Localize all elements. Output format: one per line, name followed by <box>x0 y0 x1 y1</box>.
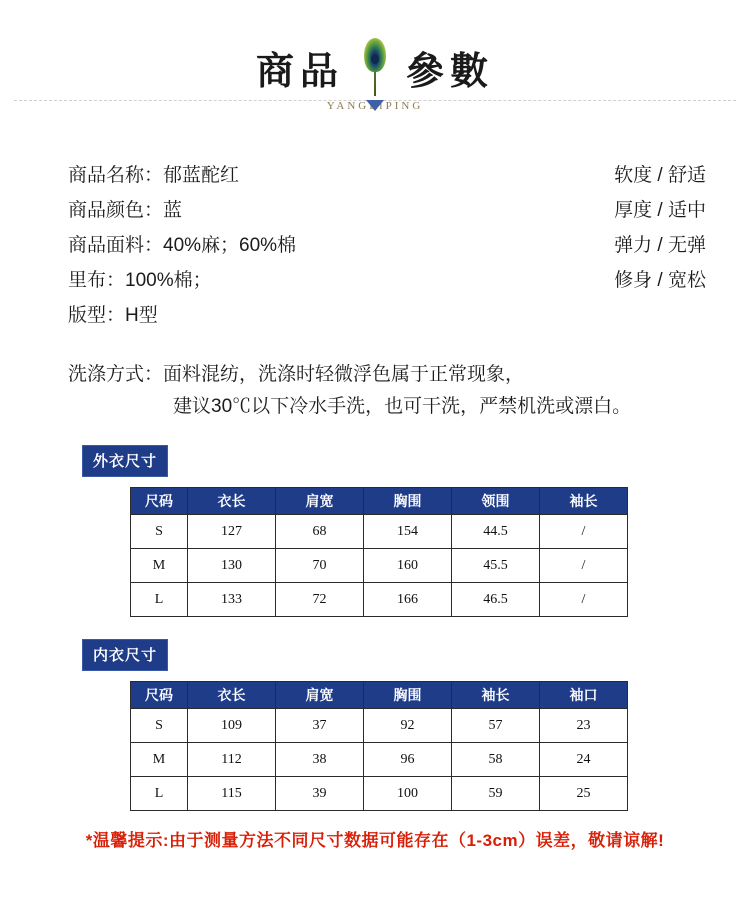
col-header-sleeve: 袖长 <box>452 682 540 709</box>
table-row <box>131 549 628 583</box>
peacock-feather-icon <box>358 38 392 96</box>
cell-size: S <box>131 515 188 549</box>
table-row <box>131 709 628 743</box>
cell-shoulder: 37 <box>276 709 364 743</box>
inner-size-tag: 内衣尺寸 <box>82 639 168 671</box>
col-header-bust: 胸围 <box>364 682 452 709</box>
page-header <box>0 0 750 120</box>
cell-bust: 154 <box>364 515 452 549</box>
cell-size: S <box>131 709 188 743</box>
spec-attr-elasticity: 弹力 / 无弹 <box>614 235 706 256</box>
spec-attr-fit: 修身 / 宽松 <box>614 270 706 291</box>
wash-line-2: 建议30℃以下冷水手洗，也可干洗，严禁机洗或漂白。 <box>173 396 632 417</box>
cell-shoulder: 39 <box>276 777 364 811</box>
col-header-length: 衣长 <box>188 488 276 515</box>
spec-item-color: 商品颜色：蓝 <box>68 200 183 221</box>
cell-cuff: 25 <box>540 777 628 811</box>
cell-shoulder: 70 <box>276 549 364 583</box>
page-title-right: 參數 <box>406 50 495 93</box>
table-row <box>131 515 628 549</box>
cell-bust: 100 <box>364 777 452 811</box>
cell-shoulder: 72 <box>276 583 364 617</box>
caret-down-icon <box>366 100 384 111</box>
wash-instructions <box>0 359 750 423</box>
cell-cuff: 24 <box>540 743 628 777</box>
header-title-row <box>0 0 750 96</box>
cell-length: 130 <box>188 549 276 583</box>
cell-length: 112 <box>188 743 276 777</box>
cell-size: L <box>131 583 188 617</box>
cell-bust: 96 <box>364 743 452 777</box>
spec-item-pattern: 版型：H型 <box>68 305 158 326</box>
cell-sleeve: / <box>540 583 628 617</box>
inner-size-table <box>130 681 628 811</box>
cell-length: 133 <box>188 583 276 617</box>
cell-collar: 44.5 <box>452 515 540 549</box>
cell-bust: 166 <box>364 583 452 617</box>
col-header-sleeve: 袖长 <box>540 488 628 515</box>
spec-item-lining: 里布：100%棉； <box>68 270 212 291</box>
col-header-size: 尺码 <box>131 488 188 515</box>
spec-item-fabric: 商品面料：40%麻；60%棉 <box>68 235 297 256</box>
col-header-shoulder: 肩宽 <box>276 488 364 515</box>
spec-section <box>0 158 750 333</box>
cell-cuff: 23 <box>540 709 628 743</box>
brand-name: YANGLIPING <box>326 100 424 112</box>
table-row <box>131 583 628 617</box>
spec-item-name: 商品名称：郁蓝酡红 <box>68 165 240 186</box>
cell-length: 115 <box>188 777 276 811</box>
spec-right-list <box>614 158 706 298</box>
cell-length: 127 <box>188 515 276 549</box>
table-header-row <box>131 488 628 515</box>
inner-size-section <box>0 639 750 811</box>
col-header-size: 尺码 <box>131 682 188 709</box>
cell-shoulder: 68 <box>276 515 364 549</box>
measurement-disclaimer: *温馨提示:由于测量方法不同尺寸数据可能存在（1-3cm）误差，敬请谅解! <box>85 831 665 850</box>
col-header-length: 衣长 <box>188 682 276 709</box>
cell-sleeve: / <box>540 515 628 549</box>
outer-size-table <box>130 487 628 617</box>
cell-bust: 160 <box>364 549 452 583</box>
table-row <box>131 777 628 811</box>
cell-collar: 45.5 <box>452 549 540 583</box>
outer-size-tag: 外衣尺寸 <box>82 445 168 477</box>
cell-sleeve: 59 <box>452 777 540 811</box>
cell-size: L <box>131 777 188 811</box>
table-row <box>131 743 628 777</box>
cell-collar: 46.5 <box>452 583 540 617</box>
cell-sleeve: 58 <box>452 743 540 777</box>
wash-line-1: 洗涤方式：面料混纺，洗涤时轻微浮色属于正常现象， <box>68 364 525 385</box>
cell-size: M <box>131 743 188 777</box>
page-title-left: 商品 <box>255 50 344 93</box>
cell-size: M <box>131 549 188 583</box>
spec-attr-thickness: 厚度 / 适中 <box>614 200 706 221</box>
col-header-cuff: 袖口 <box>540 682 628 709</box>
col-header-shoulder: 肩宽 <box>276 682 364 709</box>
outer-size-section <box>0 445 750 617</box>
cell-bust: 92 <box>364 709 452 743</box>
table-header-row <box>131 682 628 709</box>
cell-shoulder: 38 <box>276 743 364 777</box>
cell-sleeve: / <box>540 549 628 583</box>
col-header-bust: 胸围 <box>364 488 452 515</box>
spec-attr-softness: 软度 / 舒适 <box>614 165 706 186</box>
cell-length: 109 <box>188 709 276 743</box>
cell-sleeve: 57 <box>452 709 540 743</box>
col-header-collar: 领围 <box>452 488 540 515</box>
